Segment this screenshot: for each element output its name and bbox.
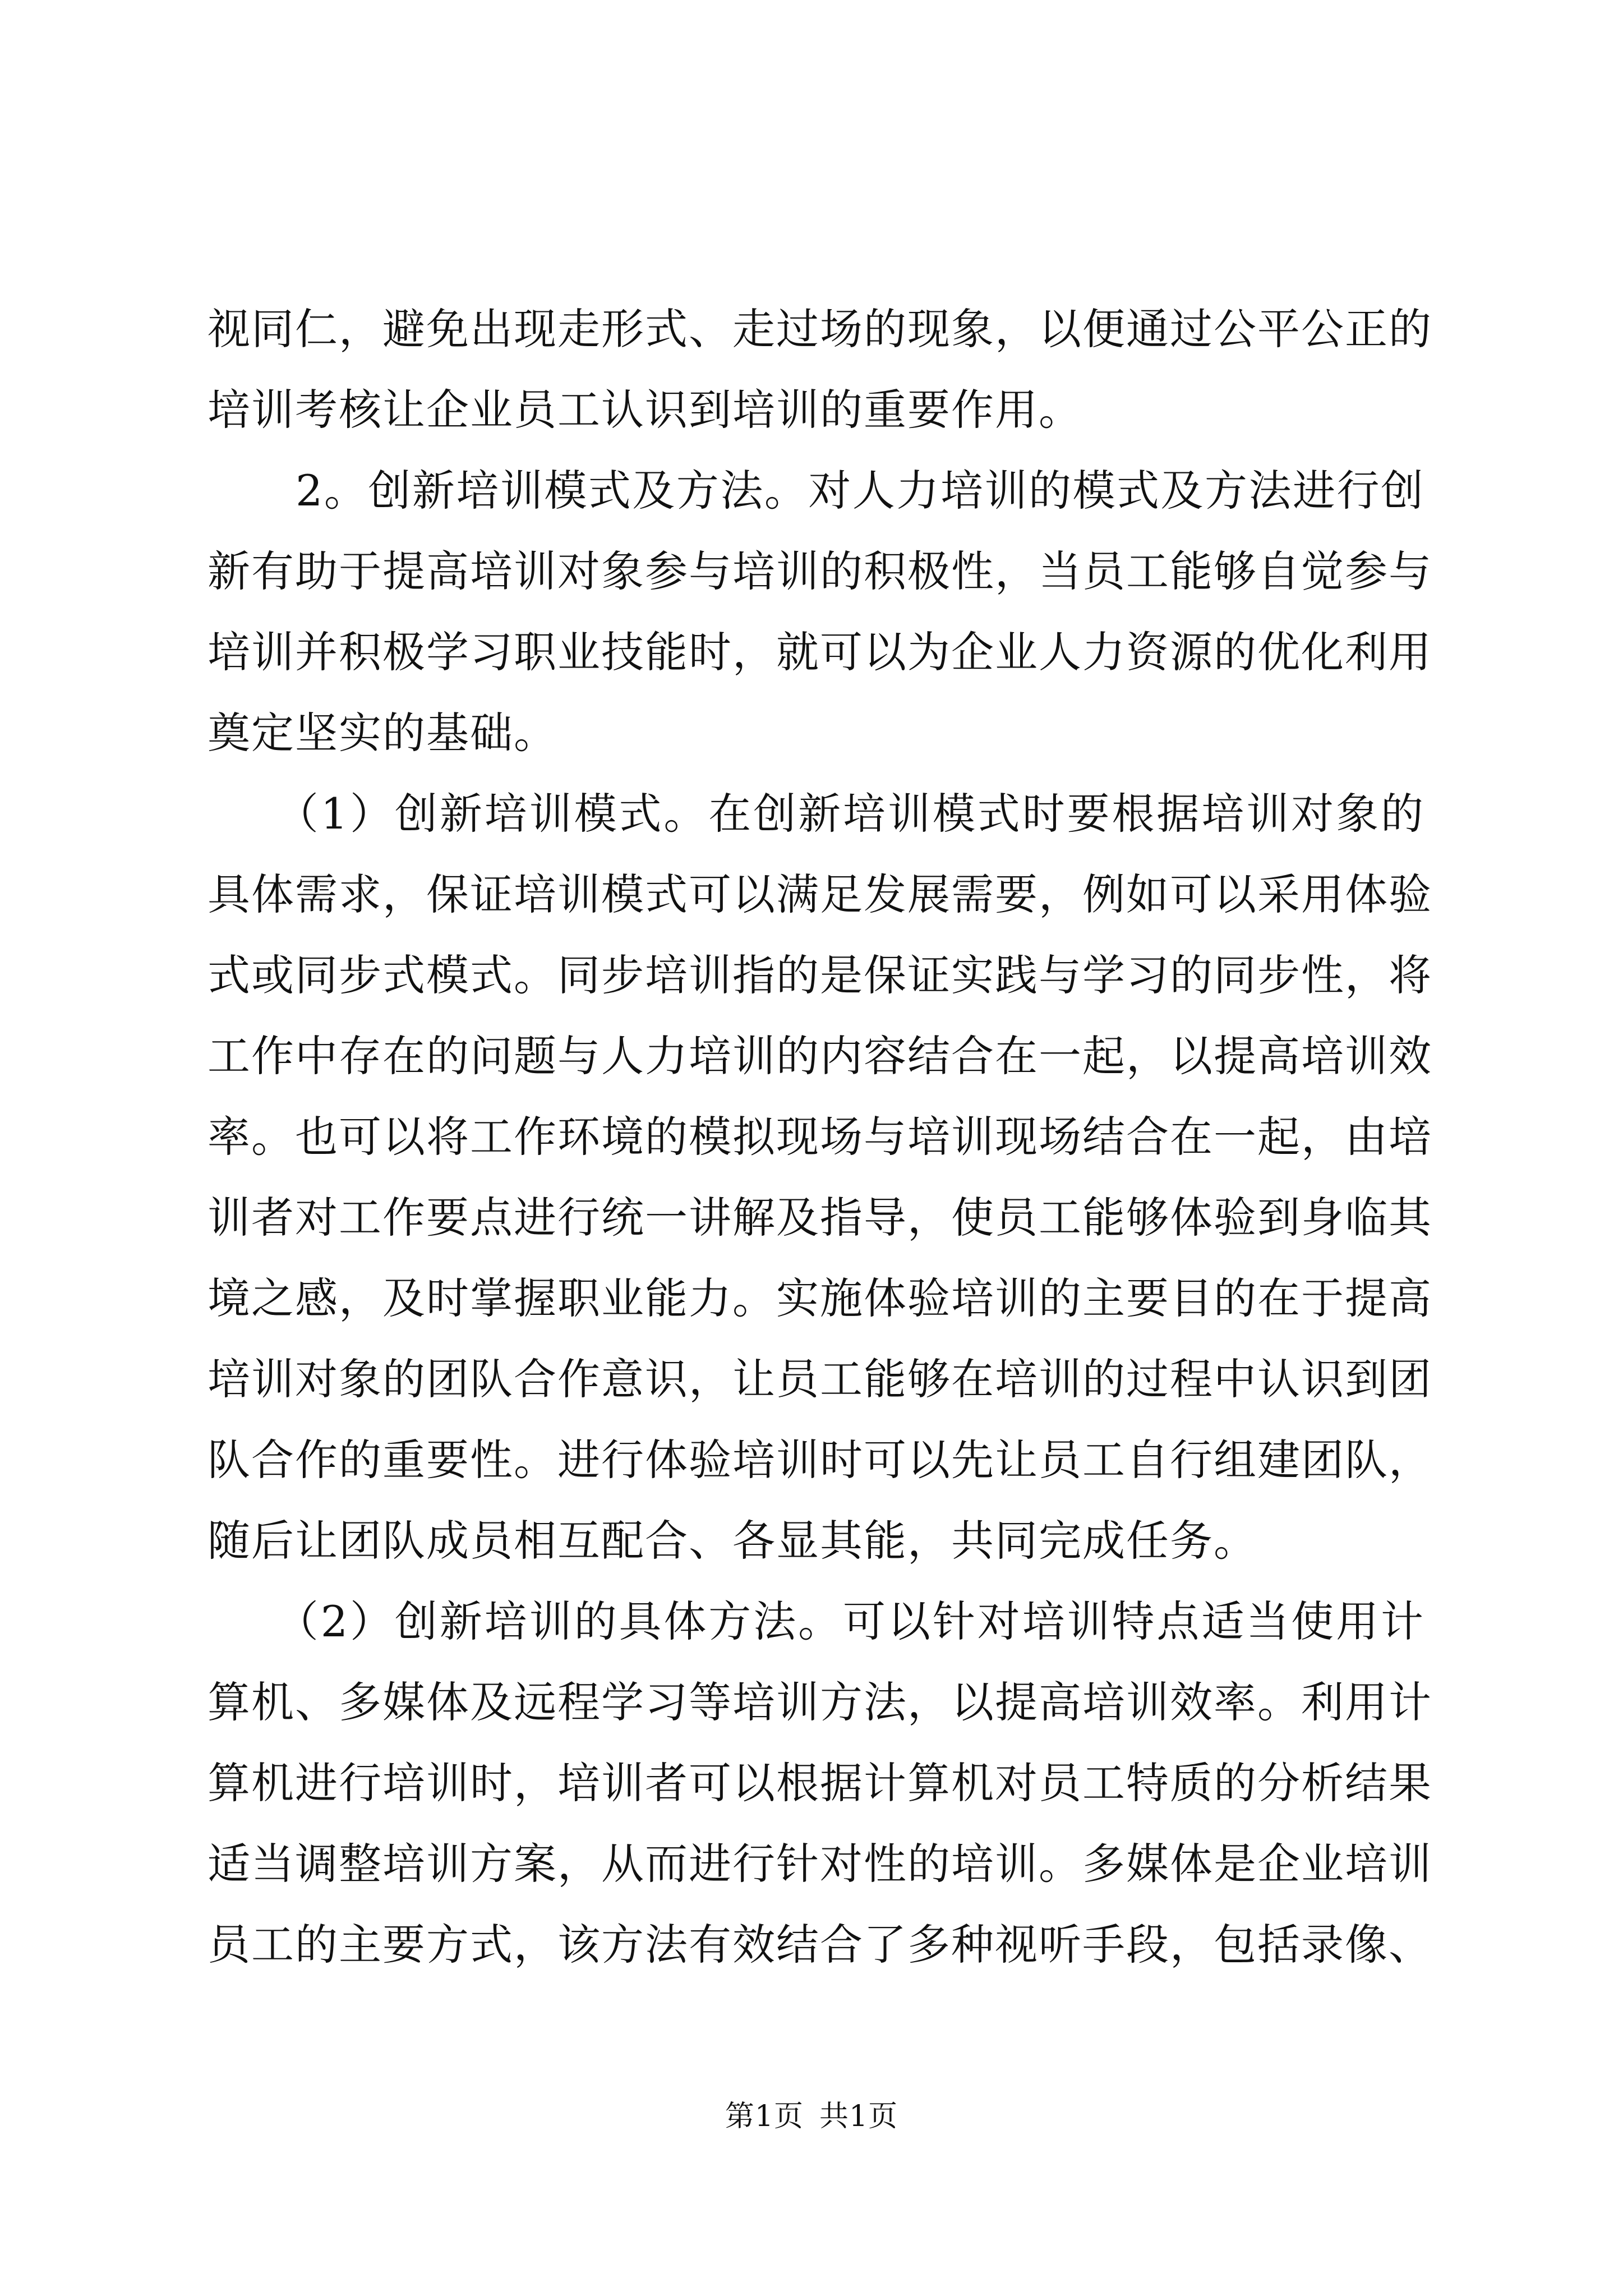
text-line: 培训考核让企业员工认识到培训的重要作用。 [208,385,1082,435]
text-line: 培训对象的团队合作意识，让员工能够在培训的过程中认识到团 [208,1354,1432,1404]
text-line: 奠定坚实的基础。 [208,708,557,758]
text-line: 队合作的重要性。进行体验培训时可以先让员工自行组建团队， [208,1435,1432,1485]
text-line: 算机、多媒体及远程学习等培训方法，以提高培训效率。利用计 [208,1677,1432,1727]
text-line: 培训并积极学习职业技能时，就可以为企业人力资源的优化利用 [208,627,1432,677]
text-line: （1）创新培训模式。在创新培训模式时要根据培训对象的 [208,789,1424,839]
text-line: 员工的主要方式，该方法有效结合了多种视听手段，包括录像、 [208,1920,1432,1970]
text-line: 2。创新培训模式及方法。对人力培训的模式及方法进行创 [208,466,1424,516]
text-line: 视同仁，避免出现走形式、走过场的现象，以便通过公平公正的 [208,304,1432,354]
text-line: 算机进行培训时，培训者可以根据计算机对员工特质的分析结果 [208,1758,1432,1808]
page-footer [0,2097,1623,2136]
page-total: 共1页 [819,2100,898,2133]
page-number: 第1页 [725,2100,804,2133]
text-line: （2）创新培训的具体方法。可以针对培训特点适当使用计 [208,1596,1424,1646]
document-body [208,289,1432,1985]
text-line: 新有助于提高培训对象参与培训的积极性，当员工能够自觉参与 [208,546,1432,596]
text-line: 式或同步式模式。同步培训指的是保证实践与学习的同步性，将 [208,950,1432,1000]
text-line: 随后让团队成员相互配合、各显其能，共同完成任务。 [208,1516,1257,1566]
text-line: 训者对工作要点进行统一讲解及指导，使员工能够体验到身临其 [208,1193,1432,1243]
text-line: 适当调整培训方案，从而进行针对性的培训。多媒体是企业培训 [208,1839,1432,1889]
text-line: 境之感，及时掌握职业能力。实施体验培训的主要目的在于提高 [208,1273,1432,1323]
text-line: 率。也可以将工作环境的模拟现场与培训现场结合在一起，由培 [208,1112,1432,1162]
text-line: 工作中存在的问题与人力培训的内容结合在一起，以提高培训效 [208,1031,1432,1081]
text-line: 具体需求，保证培训模式可以满足发展需要，例如可以采用体验 [208,869,1432,919]
